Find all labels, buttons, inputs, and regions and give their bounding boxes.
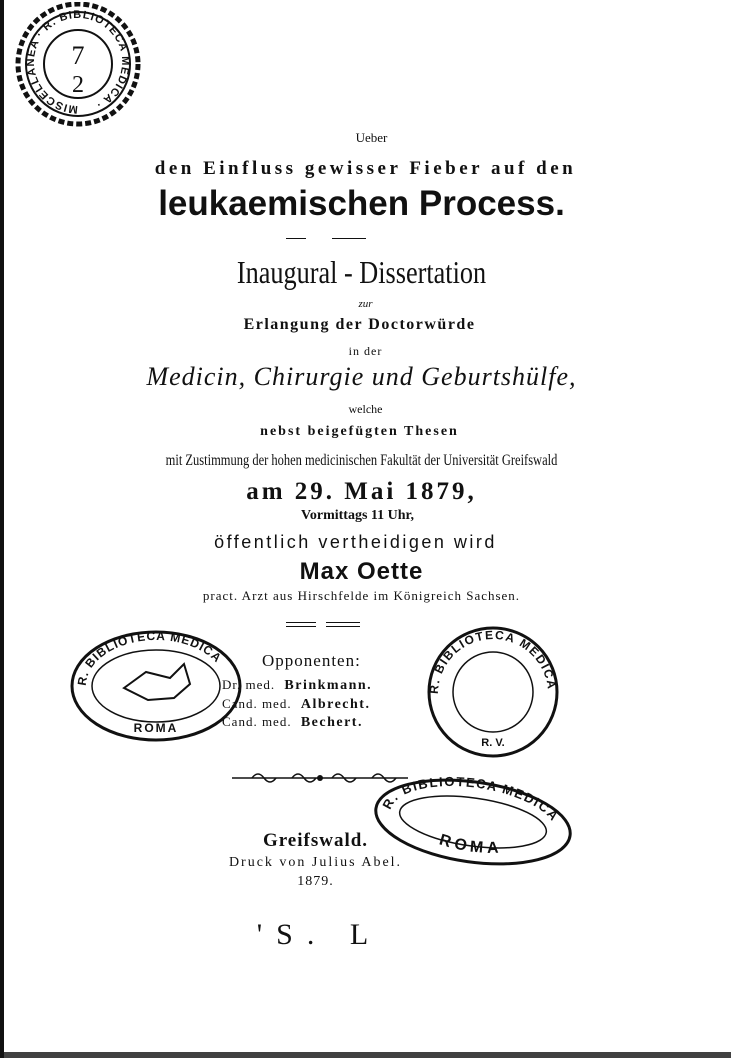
nebst-line: nebst beigefügten Thesen (260, 424, 459, 439)
place-line: Greifswald. (262, 830, 369, 851)
author-divider-left (286, 622, 316, 627)
time-line: Vormittags 11 Uhr, (301, 508, 414, 523)
in-der-line: in der (348, 344, 383, 358)
zustimmung-line: mit Zustimmung der hohen medicinischen Fakultät der Universität Greifswald (165, 452, 558, 469)
opponent-row-3 (222, 714, 363, 731)
year-line: 1879. (297, 874, 334, 889)
opponents-label: Opponenten: (262, 651, 361, 670)
svg-text:MISCELLANEA · R. BIBLIOTECA ME: MISCELLANEA · R. BIBLIOTECA MEDICA · (25, 8, 132, 116)
opponent-name: Bechert. (300, 715, 363, 730)
date-line: am 29. Mai 1879, (246, 478, 477, 505)
fields-line: Medicin, Chirurgie und Geburtshülfe, (146, 362, 577, 391)
printer-line: Druck von Julius Abel. (228, 855, 403, 870)
opponent-title: Cand. med. (222, 714, 292, 729)
bottom-scan-edge (0, 1052, 731, 1058)
opponent-name: Brinkmann. (284, 678, 373, 693)
svg-text:R. V.: R. V. (481, 737, 505, 749)
svg-text:7: 7 (71, 41, 85, 70)
author-name: Max Oette (299, 558, 424, 585)
shelfmark: 'S. L (256, 918, 383, 951)
svg-text:ROMA: ROMA (133, 721, 179, 735)
author-info: pract. Arzt aus Hirschfelde im Königreich Sachsen. (202, 588, 521, 603)
svg-text:2: 2 (72, 72, 84, 98)
svg-text:R. BIBLIOTECA MEDICA: R. BIBLIOTECA MEDICA (379, 774, 563, 825)
library-stamp-top-left (2, 2, 154, 132)
svg-text:ROMA: ROMA (437, 831, 503, 857)
ueber-line: Ueber (355, 130, 388, 145)
library-stamp-middle-left (66, 626, 246, 744)
opponent-name: Albrecht. (300, 697, 371, 712)
title-divider-right (332, 238, 366, 239)
opponent-row-2 (222, 696, 370, 713)
zur-line: zur (358, 298, 373, 310)
opponent-title: Cand. med. (222, 696, 292, 711)
opponent-row-1 (222, 677, 372, 694)
title-divider-left (286, 238, 306, 239)
opponent-title: Dr. med. (222, 677, 276, 692)
svg-text:R. BIBLIOTECA MEDICA: R. BIBLIOTECA MEDICA (74, 628, 225, 687)
title-line-1: den Einfluss gewisser Fieber auf den (154, 158, 577, 179)
library-stamp-right (418, 624, 568, 758)
dissertation-heading: Inaugural - Dissertation (236, 254, 487, 290)
defend-line: öffentlich vertheidigen wird (214, 532, 497, 552)
welche-line: welche (348, 402, 383, 416)
svg-text:R. BIBLIOTECA MEDICA: R. BIBLIOTECA MEDICA (426, 627, 559, 695)
author-divider-right (326, 622, 360, 627)
erlangung-line: Erlangung der Doctorwürde (243, 316, 476, 333)
main-title: leukaemischen Process. (158, 184, 565, 223)
